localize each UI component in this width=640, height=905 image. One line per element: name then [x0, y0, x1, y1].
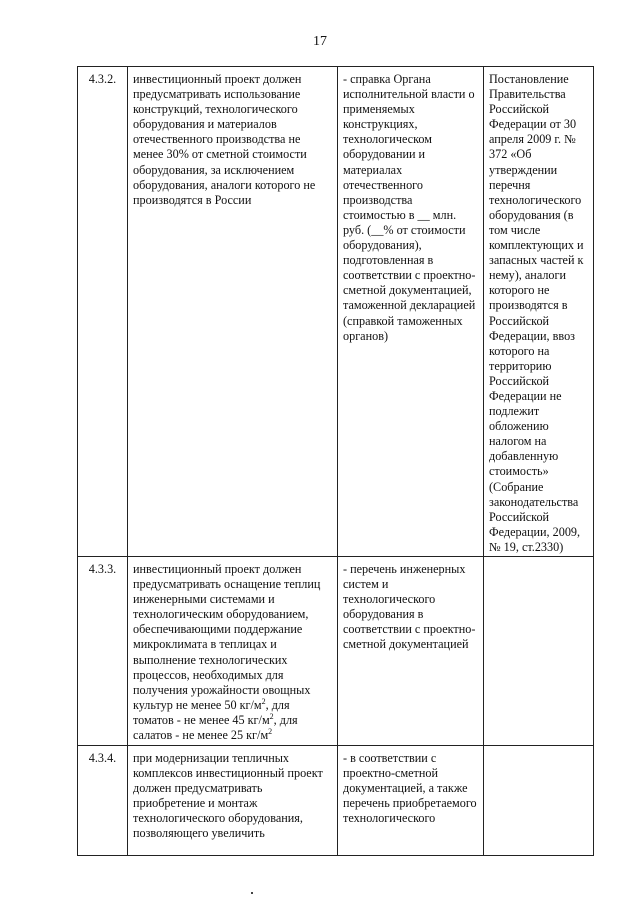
requirements-table: [77, 66, 594, 856]
table-row: [78, 557, 594, 746]
requirement-text: инвестиционный проект должен предусматривать оснащение теплиц инженерными системами и технологическим оборудованием, обеспечивающими поддержание микроклимата в теплицах и выполнение технологических процессов, необходимых для получения урожайности овощных культур не менее 50 кг/м: [133, 562, 321, 712]
requirement-text: , для салатов - не менее 25 кг/м: [133, 712, 298, 743]
document-cell: - справка Органа исполнительной власти о применяемых конструкциях, технологическом оборудовании и материалах отечественного производства стоимостью в __ млн. руб. (__% от стоимости оборудования), подготовленная в соответствии с проектно-сметной документацией, таможенной декларацией (справкой таможенных органов): [338, 67, 484, 557]
superscript: 2: [268, 726, 273, 736]
document-cell: - в соответствии с проектно-сметной документацией, а также перечень приобретаемого технологического: [338, 746, 484, 856]
requirement-text: , для томатов - не менее 45 кг/м: [133, 697, 290, 727]
table-row: [78, 746, 594, 856]
legal-basis-cell: Постановление Правительства Российской Федерации от 30 апреля 2009 г. № 372 «Об утверждении перечня технологического оборудования (в том числе комплектующих и запасных частей к нему), аналоги которого не производятся в Российской Федерации, ввоз которого на территорию Российской Федерации не подлежит обложению налогом на добавленную стоимость» (Собрание законодательства Российской Федерации, 2009, № 19, ст.2330): [484, 67, 594, 557]
row-number: 4.3.4.: [78, 746, 128, 856]
row-number: 4.3.2.: [78, 67, 128, 557]
legal-basis-cell: [484, 746, 594, 856]
requirement-cell: [128, 557, 338, 746]
row-number: 4.3.3.: [78, 557, 128, 746]
scan-speck: [251, 892, 253, 894]
requirement-cell: инвестиционный проект должен предусматривать использование конструкций, технологического оборудования и материалов отечественного производства не менее 30% от сметной стоимости оборудования, за исключением оборудования, аналоги которого не производятся в России: [128, 67, 338, 557]
legal-basis-cell: [484, 557, 594, 746]
requirement-cell: при модернизации тепличных комплексов инвестиционный проект должен предусматривать приобретение и монтаж технологического оборудования, позволяющего увеличить: [128, 746, 338, 856]
superscript: 2: [269, 711, 274, 721]
page-number: 17: [313, 34, 327, 49]
table-row: [78, 67, 594, 557]
document-cell: - перечень инженерных систем и технологического оборудования в соответствии с проектно-сметной документацией: [338, 557, 484, 746]
superscript: 2: [261, 696, 266, 706]
